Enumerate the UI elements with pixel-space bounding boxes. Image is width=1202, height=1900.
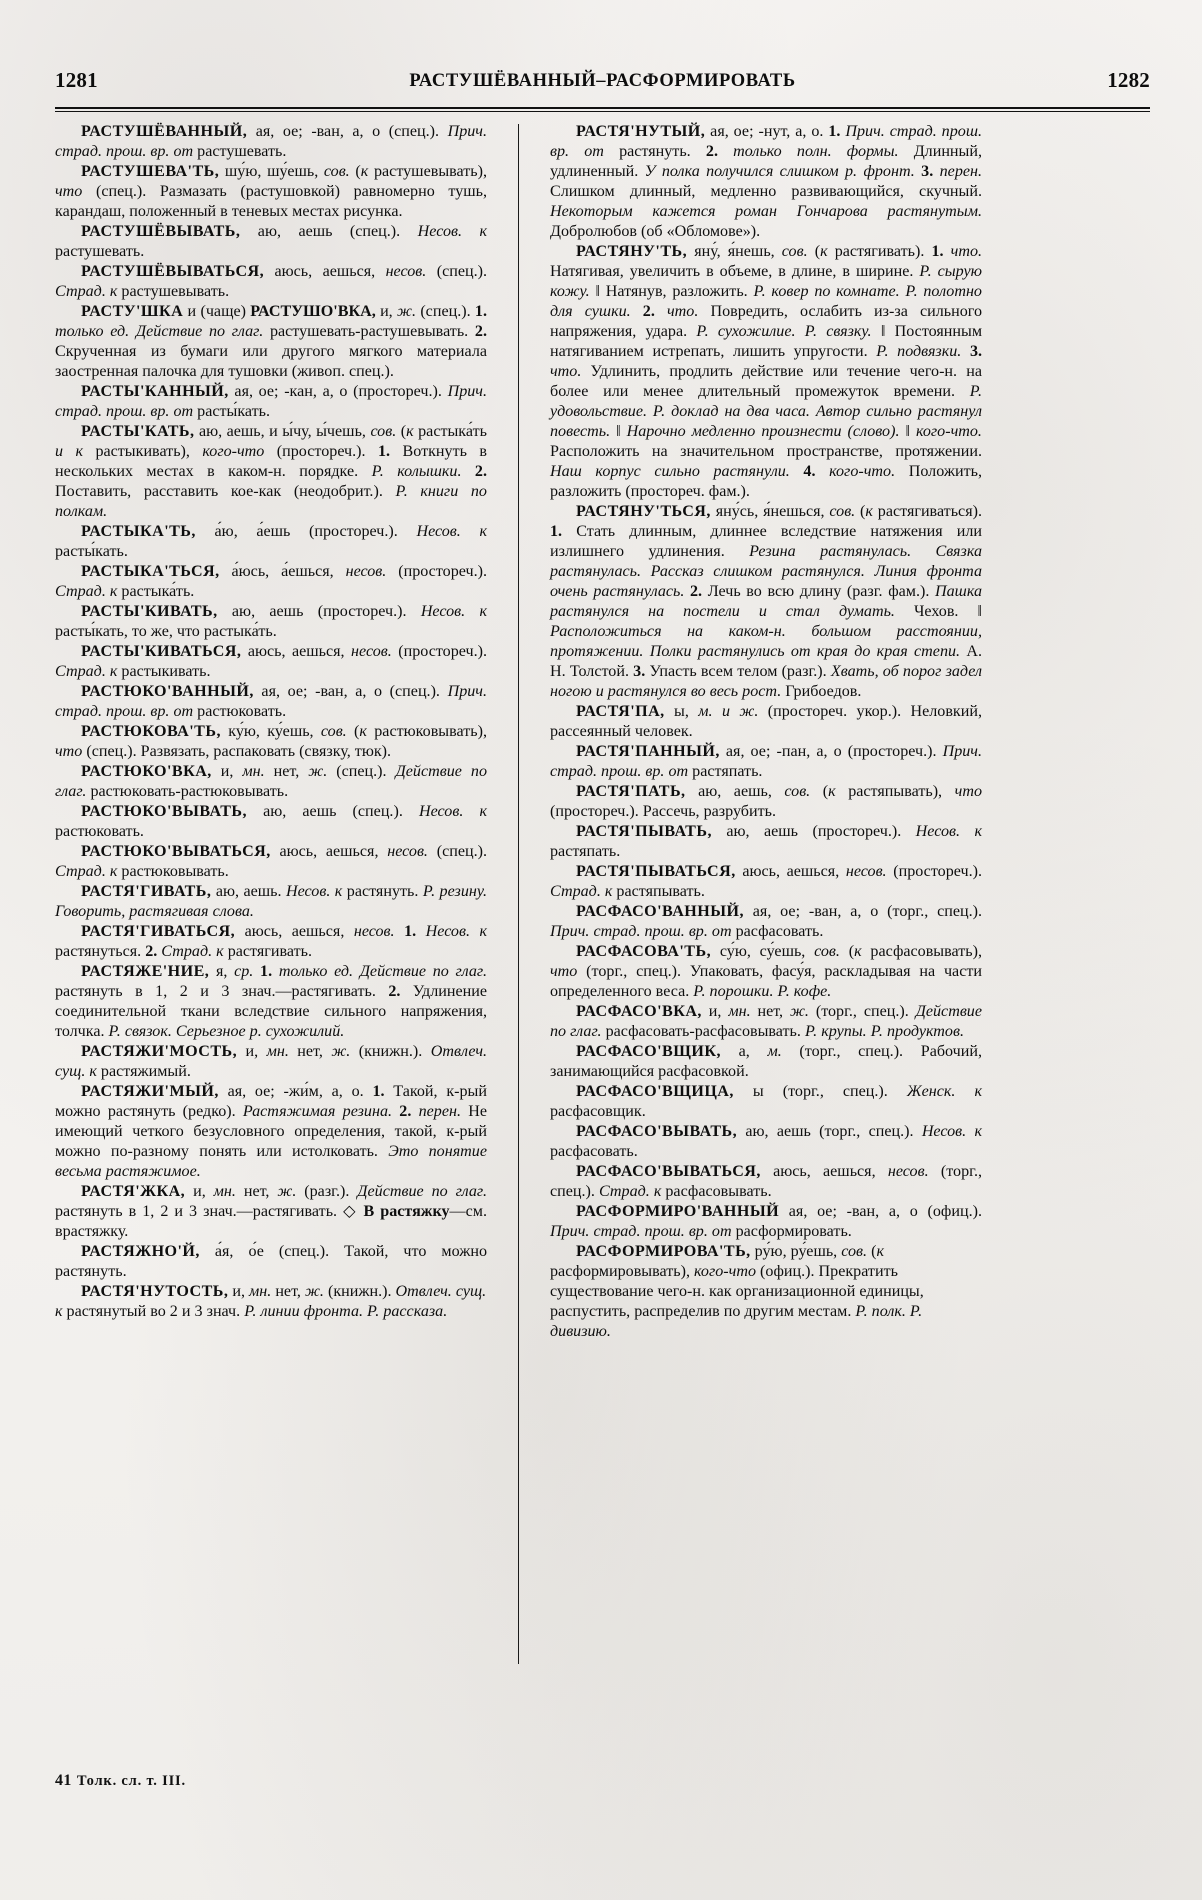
entry-definition: аю, аешь (спец.). Несов. к растушевать. xyxy=(55,223,487,260)
entry-definition: и, мн. нет, ж. (спец.). Действие по глаг. растюковать-растюковывать. xyxy=(55,763,488,800)
entry-headword: РАСФАСО'ВАННЫЙ, xyxy=(576,903,744,920)
page-sheet xyxy=(55,60,1150,1820)
dictionary-entry xyxy=(550,902,982,942)
entry-headword: РАСТЮКО'ВАННЫЙ, xyxy=(81,683,254,700)
entry-headword: РАСТЮКО'ВКА, xyxy=(81,763,212,780)
dictionary-entry xyxy=(55,682,487,722)
dictionary-entry xyxy=(55,922,487,962)
dictionary-entry xyxy=(550,1242,982,1342)
entry-headword: РАСТЯ'ПАТЬ, xyxy=(576,783,686,800)
dictionary-entry xyxy=(550,1122,982,1162)
signature-number: 41 xyxy=(55,1772,72,1789)
entry-definition: а, м. (торг., спец.). Рабочий, занимающийся расфасовкой. xyxy=(550,1043,982,1080)
entry-headword: РАСТЯ'ЖКА, xyxy=(81,1183,186,1200)
folio-right: 1282 xyxy=(1107,68,1150,92)
dictionary-entry xyxy=(550,1042,982,1082)
dictionary-entry xyxy=(550,702,982,742)
column-left xyxy=(55,122,487,1762)
entry-definition: ру́ю, ру́ешь, сов. (к расформировывать), кого-что (офиц.). Прекратить существование чего-н. как организационной единицы, распустить, распределив по другим местам. Р. полк. Р. дивизию. xyxy=(550,1243,924,1340)
dictionary-entry xyxy=(55,302,487,382)
dictionary-entry xyxy=(550,242,982,502)
entry-definition: аю, аешь (спец.). Несов. к растюковать. xyxy=(55,803,487,840)
entry-definition: аюсь, аешься, несов. (торг., спец.). Страд. к расфасовывать. xyxy=(550,1163,982,1200)
dictionary-entry xyxy=(550,942,982,1002)
dictionary-entry xyxy=(55,1042,487,1082)
dictionary-entry xyxy=(550,502,982,702)
entry-definition: ы, м. и ж. (простореч. укор.). Неловкий, рассеянный человек. xyxy=(550,703,982,740)
dictionary-entry xyxy=(550,1202,982,1242)
entry-definition: аюсь, аешься, несов. (спец.). Страд. к растушевывать. xyxy=(55,263,487,300)
entry-definition: а́я, о́е (спец.). Такой, что можно растянуть. xyxy=(55,1243,487,1280)
dictionary-entry xyxy=(550,1002,982,1042)
entry-definition: шу́ю, шу́ешь, сов. (к растушевывать), что (спец.). Размазать (растушовкой) равномерно тушь, карандаш, положенный в теневых местах рисунка. xyxy=(55,163,487,220)
entry-definition: ку́ю, ку́ешь, сов. (к растюковывать), что (спец.). Развязать, распаковать (связку, тюк). xyxy=(55,723,487,760)
entry-headword: РАСТЯ'НУТОСТЬ, xyxy=(81,1283,229,1300)
entry-definition: аю, аешь, и ы́чу, ы́чешь, сов. (к растыка́ть и к растыкивать), кого-что (простореч.). 1. Воткнуть в нескольких местах в каком-н. порядке. Р. колышки. 2. Поставить, расставить кое-как (неодобрит.). Р. книги по полкам. xyxy=(55,423,487,520)
dictionary-entry xyxy=(55,802,487,842)
dictionary-entry xyxy=(55,642,487,682)
column-right xyxy=(550,122,982,1762)
dictionary-entry xyxy=(55,122,487,162)
entry-headword: РАСТЮКОВА'ТЬ, xyxy=(81,723,221,740)
dictionary-entry xyxy=(55,562,487,602)
dictionary-entry xyxy=(55,222,487,262)
entry-headword: РАСТЯЖЕ'НИЕ, xyxy=(81,963,210,980)
entry-headword: РАСТУ'ШКА xyxy=(81,303,184,320)
entry-headword: РАСТЫ'КАТЬ, xyxy=(81,423,195,440)
entry-headword: РАСТЫ'КИВАТЬСЯ, xyxy=(81,643,242,660)
entry-headword: РАСТЯ'ПАННЫЙ, xyxy=(576,743,720,760)
entry-definition: ая, ое; -кан, а, о (простореч.). Прич. страд. прош. вр. от расты́кать. xyxy=(55,383,487,420)
running-head-title: РАСТУШЁВАННЫЙ–РАСФОРМИРОВАТЬ xyxy=(409,71,796,91)
dictionary-entry xyxy=(55,522,487,562)
entry-headword: РАСТУШЁВЫВАТЬ, xyxy=(81,223,241,240)
entry-definition: аю, аешь (торг., спец.). Несов. к расфасовать. xyxy=(550,1123,982,1160)
running-head xyxy=(55,60,1150,104)
entry-headword: РАСТЯ'ГИВАТЬСЯ, xyxy=(81,923,236,940)
dictionary-entry xyxy=(55,1282,487,1322)
dictionary-entry xyxy=(55,382,487,422)
dictionary-entry xyxy=(55,882,487,922)
entry-headword: РАСТУШЕВА'ТЬ, xyxy=(81,163,220,180)
entry-definition: аюсь, аешься, несов. (простореч.). Страд. к растяпывать. xyxy=(550,863,982,900)
entry-definition: аю, аешь (простореч.). Несов. к растяпать. xyxy=(550,823,982,860)
entry-definition: аю, аешь (простореч.). Несов. к расты́кать, то же, что растыка́ть. xyxy=(55,603,488,640)
entry-headword: РАСФАСОВА'ТЬ, xyxy=(576,943,712,960)
entry-definition: ая, ое; -пан, а, о (простореч.). Прич. страд. прош. вр. от растяпать. xyxy=(550,743,982,780)
dictionary-entry xyxy=(55,762,487,802)
column-divider-rule xyxy=(518,124,519,1664)
entry-headword: РАСТЯ'ПА, xyxy=(576,703,665,720)
page-footer xyxy=(55,1772,186,1790)
dictionary-entry xyxy=(55,722,487,762)
entry-definition: и (чаще) РАСТУШО'ВКА, и, ж. (спец.). 1. только ед. Действие по глаг. растушевать-растушевывать. 2. Скрученная из бумаги или другого мягкого материала заостренная палочка для тушовки (живоп. спец.). xyxy=(55,303,487,380)
entry-headword: РАСФОРМИРО'ВАННЫЙ xyxy=(576,1203,780,1220)
entry-headword: РАСТЯНУ'ТЬ, xyxy=(576,243,688,260)
dictionary-entry xyxy=(550,122,982,242)
entry-headword: РАСФАСО'ВЩИЦА, xyxy=(576,1083,734,1100)
entry-headword: РАСТЯЖНО'Й, xyxy=(81,1243,200,1260)
entry-definition: ая, ое; -ван, а, о (спец.). Прич. страд. прош. вр. от растюковать. xyxy=(55,683,487,720)
entry-headword: РАСФОРМИРОВА'ТЬ, xyxy=(576,1243,751,1260)
entry-definition: аю, аешь. Несов. к растянуть. Р. резину. Говорить, растягивая слова. xyxy=(55,883,487,920)
dictionary-entry xyxy=(550,1082,982,1122)
dictionary-entry xyxy=(55,422,487,522)
entry-headword: РАСФАСО'ВЫВАТЬСЯ, xyxy=(576,1163,761,1180)
entry-headword: РАСТЯ'НУТЫЙ, xyxy=(576,123,706,140)
entry-headword: РАСТЮКО'ВЫВАТЬ, xyxy=(81,803,247,820)
entry-headword: РАСФАСО'ВКА, xyxy=(576,1003,702,1020)
entry-headword: РАСТЫ'КАННЫЙ, xyxy=(81,383,229,400)
entry-definition: ая, ое; -ван, а, о (торг., спец.). Прич. страд. прош. вр. от расфасовать. xyxy=(550,903,982,940)
entry-definition: яну́, я́нешь, сов. (к растягивать). 1. что. Натягивая, увеличить в объеме, в длине, в ширине. Р. сырую кожу. ‖ Натянув, разложить. Р. ковер по комнате. Р. полотно для сушки. 2. что. Повредить, ослабить из-за сильного напряжения, удара. Р. сухожилие. Р. связку. ‖ Постоянным натягиванием истрепать, лишить упругости. Р. подвязки. 3. что. Удлинить, продлить действие или течение чего-н. на более или менее длительный промежуток времени. Р. удовольствие. Р. доклад на два часа. Автор сильно растянул повесть. ‖ Нарочно медленно произнести (слово). ‖ кого-что. Расположить на значительном пространстве, протяжении. Наш корпус сильно растянули. 4. кого-что. Положить, разложить (простореч. фам.). xyxy=(550,243,983,500)
dictionary-entry xyxy=(55,602,487,642)
dictionary-entry xyxy=(55,842,487,882)
dictionary-entry xyxy=(550,782,982,822)
entry-headword: РАСТЫКА'ТЬСЯ, xyxy=(81,563,220,580)
entry-definition: су́ю, су́ешь, сов. (к расфасовывать), что (торг., спец.). Упаковать, фасу́я, раскладывая на части определенного веса. Р. порошки. Р. кофе. xyxy=(550,943,982,1000)
entry-definition: я, ср. 1. только ед. Действие по глаг. растянуть в 1, 2 и 3 знач.—растягивать. 2. Удлинение соединительной ткани вследствие сильного напряжения, толчка. Р. связок. Серьезное р. сухожилий. xyxy=(55,963,488,1040)
entry-headword: РАСТУШЁВЫВАТЬСЯ, xyxy=(81,263,265,280)
entry-definition: ая, ое; -ван, а, о (офиц.). Прич. страд. прош. вр. от расформировать. xyxy=(550,1203,982,1240)
entry-definition: ы (торг., спец.). Женск. к расфасовщик. xyxy=(550,1083,982,1120)
entry-headword: РАСТЫ'КИВАТЬ, xyxy=(81,603,218,620)
entry-definition: ая, ое; -ван, а, о (спец.). Прич. страд. прош. вр. от растушевать. xyxy=(55,123,487,160)
entry-definition: аюсь, аешься, несов. (спец.). Страд. к растюковывать. xyxy=(55,843,487,880)
entry-headword: РАСТЯ'ПЫВАТЬСЯ, xyxy=(576,863,736,880)
dictionary-entry xyxy=(55,962,487,1042)
entry-definition: и, мн. нет, ж. (торг., спец.). Действие по глаг. расфасовать-расфасовывать. Р. крупы. Р. продуктов. xyxy=(550,1003,982,1040)
entry-definition: ая, ое; -жи́м, а, о. 1. Такой, к-рый можно растянуть (редко). Растяжимая резина. 2. перен. Не имеющий четкого безусловного определения, такой, к-рый можно по-разному понять или истолковать. Это понятие весьма растяжимое. xyxy=(55,1083,487,1180)
folio-left: 1281 xyxy=(55,68,98,92)
entry-definition: аюсь, аешься, несов. (простореч.). Страд. к растыкивать. xyxy=(55,643,487,680)
signature-text: Толк. сл. т. III. xyxy=(76,1773,186,1789)
dictionary-entry xyxy=(55,1182,487,1242)
header-rule xyxy=(55,107,1150,112)
entry-definition: и, мн. нет, ж. (книжн.). Отвлеч. сущ. к растяжимый. xyxy=(55,1043,488,1080)
entry-definition: ая, ое; -нут, а, о. 1. Прич. страд. прош. вр. от растянуть. 2. только полн. формы. Длинный, удлиненный. У полка получился слишком р. фронт. 3. перен. Слишком длинный, медленно развивающийся, скучный. Некоторым кажется роман Гончарова растянутым. Добролюбов (об «Обломове»). xyxy=(550,123,983,240)
dictionary-entry xyxy=(55,262,487,302)
entry-headword: РАСТУШЁВАННЫЙ, xyxy=(81,123,248,140)
entry-headword: РАСТЮКО'ВЫВАТЬСЯ, xyxy=(81,843,271,860)
text-columns xyxy=(55,122,1150,1762)
dictionary-entry xyxy=(55,1082,487,1182)
entry-definition: и, мн. нет, ж. (книжн.). Отвлеч. сущ. к растянутый во 2 и 3 знач. Р. линии фронта. Р. рассказа. xyxy=(55,1283,487,1320)
entry-definition: аюсь, аешься, несов. 1. Несов. к растянуться. 2. Страд. к растягивать. xyxy=(55,923,488,960)
entry-headword: РАСТЫКА'ТЬ, xyxy=(81,523,196,540)
entry-definition: а́юсь, а́ешься, несов. (простореч.). Страд. к растыка́ть. xyxy=(55,563,487,600)
entry-headword: РАСТЯ'ПЫВАТЬ, xyxy=(576,823,712,840)
entry-headword: РАСТЯЖИ'МОСТЬ, xyxy=(81,1043,238,1060)
dictionary-entry xyxy=(550,742,982,782)
entry-definition: и, мн. нет, ж. (разг.). Действие по глаг. растянуть в 1, 2 и 3 знач.—растягивать. ◇ В растяжку—см. врастяжку. xyxy=(55,1183,488,1240)
entry-headword: РАСТЯЖИ'МЫЙ, xyxy=(81,1083,219,1100)
entry-definition: яну́сь, я́нешься, сов. (к растягиваться). 1. Стать длинным, длиннее вследствие натяжения или излишнего удлинения. Резина растянулась. Связка растянулась. Рассказ слишком растянулся. Линия фронта очень растянулась. 2. Лечь во всю длину (разг. фам.). Пашка растянулся на постели и стал думать. Чехов. ‖ Расположиться на каком-н. большом расстоянии, протяжении. Полки растянулись от края до края степи. А. Н. Толстой. 3. Упасть всем телом (разг.). Хвать, об порог задел ногою и растянулся во весь рост. Грибоедов. xyxy=(550,503,983,700)
dictionary-entry xyxy=(550,1162,982,1202)
entry-headword: РАСФАСО'ВЫВАТЬ, xyxy=(576,1123,738,1140)
entry-headword: РАСТЯ'ГИВАТЬ, xyxy=(81,883,212,900)
dictionary-entry xyxy=(550,862,982,902)
dictionary-entry xyxy=(550,822,982,862)
dictionary-entry xyxy=(55,1242,487,1282)
entry-definition: аю, аешь, сов. (к растяпывать), что (простореч.). Рассечь, разрубить. xyxy=(550,783,982,820)
entry-headword: РАСФАСО'ВЩИК, xyxy=(576,1043,721,1060)
dictionary-entry xyxy=(55,162,487,222)
entry-headword: РАСТЯНУ'ТЬСЯ, xyxy=(576,503,711,520)
entry-definition: а́ю, а́ешь (простореч.). Несов. к расты́кать. xyxy=(55,523,488,560)
